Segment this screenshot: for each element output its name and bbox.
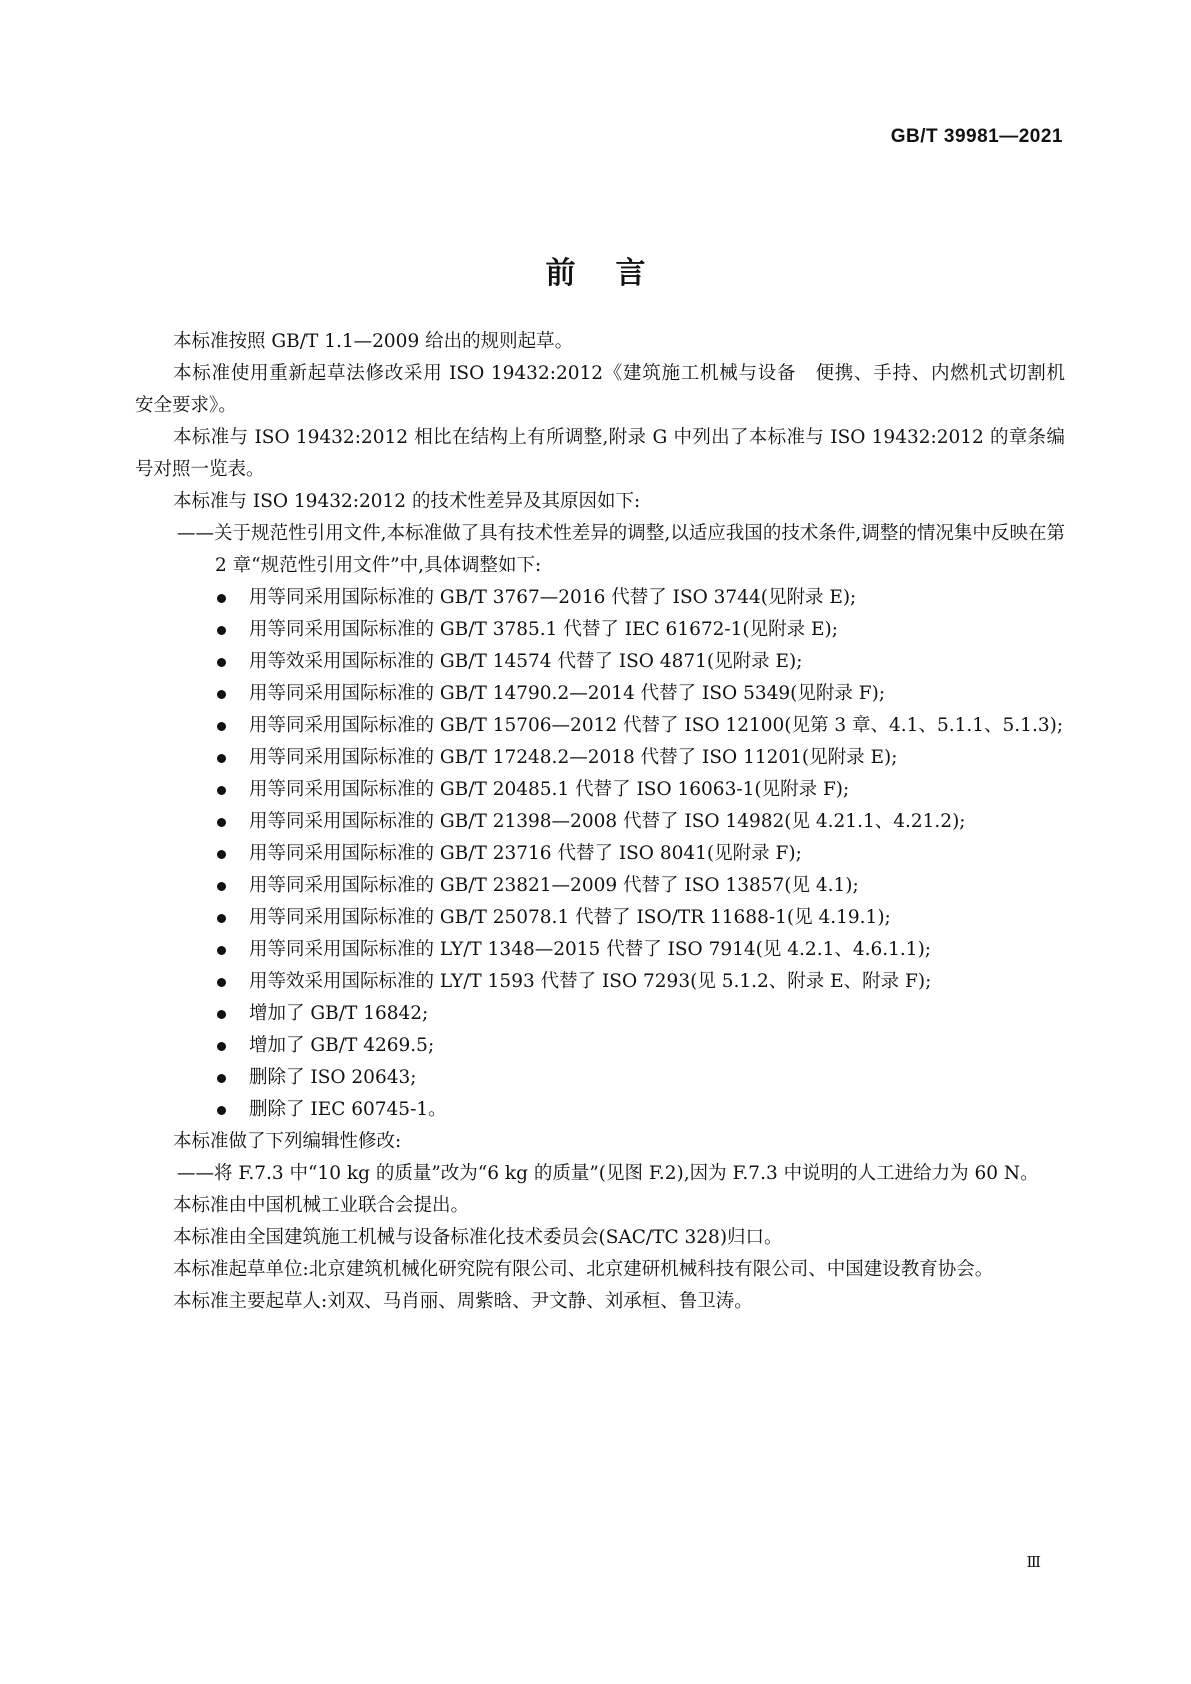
paragraph-drafting-rules: 本标准按照 GB/T 1.1—2009 给出的规则起草。 — [173, 331, 574, 352]
paragraph-drafting-units: 本标准起草单位:北京建筑机械化研究院有限公司、北京建研机械科技有限公司、中国建设教育协会。 — [173, 1259, 994, 1280]
paragraph-structure: 本标准与 ISO 19432:2012 相比在结构上有所调整,附录 G 中列出了本标准与 ISO 19432:2012 的章条编号对照一览表。 — [135, 427, 1065, 480]
standard-code: GB/T 39981—2021 — [890, 126, 1063, 147]
paragraph-administrator: 本标准由全国建筑施工机械与设备标准化技术委员会(SAC/TC 328)归口。 — [173, 1227, 783, 1248]
list-item: 增加了 GB/T 4269.5; — [217, 1030, 1065, 1062]
list-item: 用等效采用国际标准的 LY/T 1593 代替了 ISO 7293(见 5.1.2、附录 E、附录 F); — [217, 966, 1065, 998]
list-item: 用等同采用国际标准的 GB/T 3785.1 代替了 IEC 61672-1(见附录 E); — [217, 614, 1065, 646]
list-item: 用等同采用国际标准的 GB/T 15706—2012 代替了 ISO 12100(见第 3 章、4.1、5.1.1、5.1.3); — [217, 710, 1065, 742]
list-item: 用等同采用国际标准的 GB/T 23821—2009 代替了 ISO 13857(见 4.1); — [217, 870, 1065, 902]
list-item: 用等同采用国际标准的 GB/T 20485.1 代替了 ISO 16063-1(见附录 F); — [217, 774, 1065, 806]
list-item: 用等同采用国际标准的 GB/T 23716 代替了 ISO 8041(见附录 F); — [217, 838, 1065, 870]
document-body — [135, 326, 1084, 1318]
list-item: 用等效采用国际标准的 GB/T 14574 代替了 ISO 4871(见附录 E); — [217, 646, 1065, 678]
paragraph-proposer: 本标准由中国机械工业联合会提出。 — [173, 1195, 470, 1216]
paragraph-editorial-changes: 本标准做了下列编辑性修改: — [173, 1131, 402, 1152]
list-item: 删除了 ISO 20643; — [217, 1062, 1065, 1094]
paragraph-technical-differences: 本标准与 ISO 19432:2012 的技术性差异及其原因如下: — [173, 491, 641, 512]
list-item: 用等同采用国际标准的 LY/T 1348—2015 代替了 ISO 7914(见 4.2.1、4.6.1.1); — [217, 934, 1065, 966]
page-number: Ⅲ — [1026, 1553, 1041, 1571]
paragraph-adoption: 本标准使用重新起草法修改采用 ISO 19432:2012《建筑施工机械与设备 便携、手持、内燃机式切割机 安全要求》。 — [135, 363, 1084, 416]
dash-item-editorial: ——将 F.7.3 中“10 kg 的质量”改为“6 kg 的质量”(见图 F.2),因为 F.7.3 中说明的人工进给力为 60 N。 — [177, 1163, 1039, 1184]
list-item: 用等同采用国际标准的 GB/T 17248.2—2018 代替了 ISO 11201(见附录 E); — [217, 742, 1065, 774]
dash-item-references: ——关于规范性引用文件,本标准做了具有技术性差异的调整,以适应我国的技术条件,调整的情况集中反映在第 2 章“规范性引用文件”中,具体调整如下: — [177, 523, 1065, 576]
list-item: 增加了 GB/T 16842; — [217, 998, 1065, 1030]
list-item: 用等同采用国际标准的 GB/T 14790.2—2014 代替了 ISO 5349(见附录 F); — [217, 678, 1065, 710]
list-item: 用等同采用国际标准的 GB/T 3767—2016 代替了 ISO 3744(见附录 E); — [217, 582, 1065, 614]
page-title: 前言 — [545, 256, 686, 292]
list-item: 用等同采用国际标准的 GB/T 21398—2008 代替了 ISO 14982(见 4.21.1、4.21.2); — [217, 806, 1065, 838]
list-item: 用等同采用国际标准的 GB/T 25078.1 代替了 ISO/TR 11688-1(见 4.19.1); — [217, 902, 1065, 934]
reference-adjustments-list — [135, 582, 1065, 1126]
paragraph-drafters: 本标准主要起草人:刘双、马肖丽、周紫晗、尹文静、刘承桓、鲁卫涛。 — [173, 1291, 753, 1312]
list-item: 删除了 IEC 60745-1。 — [217, 1094, 1065, 1126]
